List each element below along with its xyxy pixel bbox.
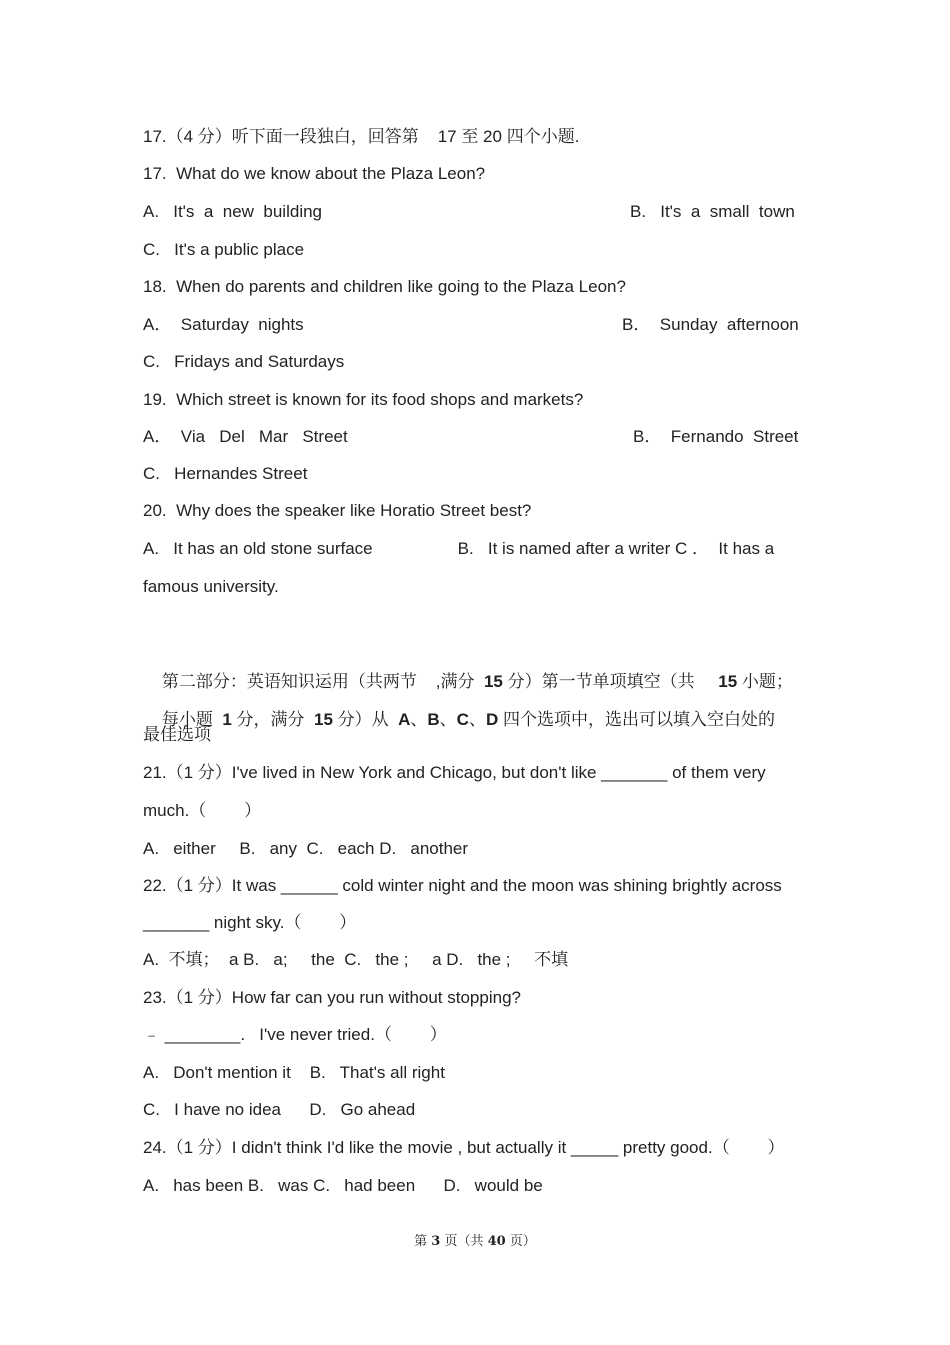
q17-option-c: C. It's a public place <box>143 240 305 259</box>
section2-heading-line3: 最佳选项 <box>143 725 211 744</box>
q18-option-b: B． Sunday afternoon <box>622 315 799 334</box>
q19-option-a: A． Via Del Mar Street <box>143 427 348 446</box>
section2-text: 分）第一节单项填空（共 <box>502 672 719 691</box>
q23-stem-line1: 23.（1 分）How far can you run without stopping? <box>143 988 521 1007</box>
section2-text: 每小题 <box>161 710 223 729</box>
q23-options-line2: C. I have no idea D. Go ahead <box>143 1100 416 1119</box>
section2-count: 15 <box>718 672 738 691</box>
separator: 、 <box>410 710 428 729</box>
section2-heading-line2 <box>143 687 775 753</box>
q19-option-b: B． Fernando Street <box>633 427 799 446</box>
q19-option-c: C. Hernandes Street <box>143 464 308 483</box>
option-letter-a: A <box>398 710 411 729</box>
q17-option-a: A. It's a new building <box>143 202 323 221</box>
separator: 、 <box>439 710 457 729</box>
q18-option-a: A． Saturday nights <box>143 315 304 334</box>
option-letter-b: B <box>427 710 440 729</box>
footer-text: 页） <box>505 1234 536 1249</box>
section2-text: 分）从 <box>332 710 399 729</box>
option-letter-c: C <box>456 710 469 729</box>
q17-option-b: B. It's a small town <box>630 202 795 221</box>
q21-options: A. either B. any C. each D. another <box>143 839 469 858</box>
q23-stem-line2: ﹣ ________. I've never tried.（ ） <box>143 1025 447 1044</box>
option-letter-d: D <box>485 710 499 729</box>
section2-text: 四个选项中，选出可以填入空白处的 <box>498 710 775 729</box>
q22-stem-line2: _______ night sky.（ ） <box>143 913 357 932</box>
section2-score: 15 <box>483 672 503 691</box>
separator: 、 <box>468 710 486 729</box>
q21-stem-line1: 21.（1 分）I've lived in New York and Chicago, but don't like _______ of them very <box>143 763 766 782</box>
q19-stem: 19. Which street is known for its food shops and markets? <box>143 390 584 409</box>
section2-score: 15 <box>314 710 333 729</box>
q21-stem-line2: much.（ ） <box>143 801 262 820</box>
total-page-count: 40 <box>487 1234 506 1249</box>
q24-stem: 24.（1 分）I didn't think I'd like the movie , but actually it _____ pretty good.（ ） <box>143 1138 785 1157</box>
q17-stem: 17. What do we know about the Plaza Leon? <box>143 164 486 183</box>
q23-options-line1: A. Don't mention it B. That's all right <box>143 1063 445 1082</box>
q24-options: A. has been B. was C. had been D. would be <box>143 1176 543 1195</box>
q22-options: A. 不填； a B. a; the C. the ; a D. the ; 不填 <box>143 950 569 969</box>
q20-stem: 20. Why does the speaker like Horatio Street best? <box>143 501 532 520</box>
listening-intro: 17.（4 分）听下面一段独白，回答第 17 至 20 四个小题. <box>143 127 580 146</box>
page-footer <box>0 1230 950 1249</box>
q20-options-line1: A. It has an old stone surface B. It is named after a writer C ． It has a <box>143 539 775 558</box>
section2-point: 1 <box>222 710 232 729</box>
section2-text: 分，满分 <box>231 710 314 729</box>
q20-options-line2: famous university. <box>143 577 279 596</box>
q18-option-c: C. Fridays and Saturdays <box>143 352 345 371</box>
section2-text: 第二部分：英语知识运用（共两节 ,满分 <box>161 672 484 691</box>
section2-text: 小题； <box>737 672 793 691</box>
q22-stem-line1: 22.（1 分）It was ______ cold winter night and the moon was shining brightly across <box>143 876 782 895</box>
q18-stem: 18. When do parents and children like going to the Plaza Leon? <box>143 277 626 296</box>
current-page-number: 3 <box>431 1234 441 1249</box>
footer-text: 第 <box>414 1234 432 1249</box>
footer-text: 页（共 <box>440 1234 488 1249</box>
